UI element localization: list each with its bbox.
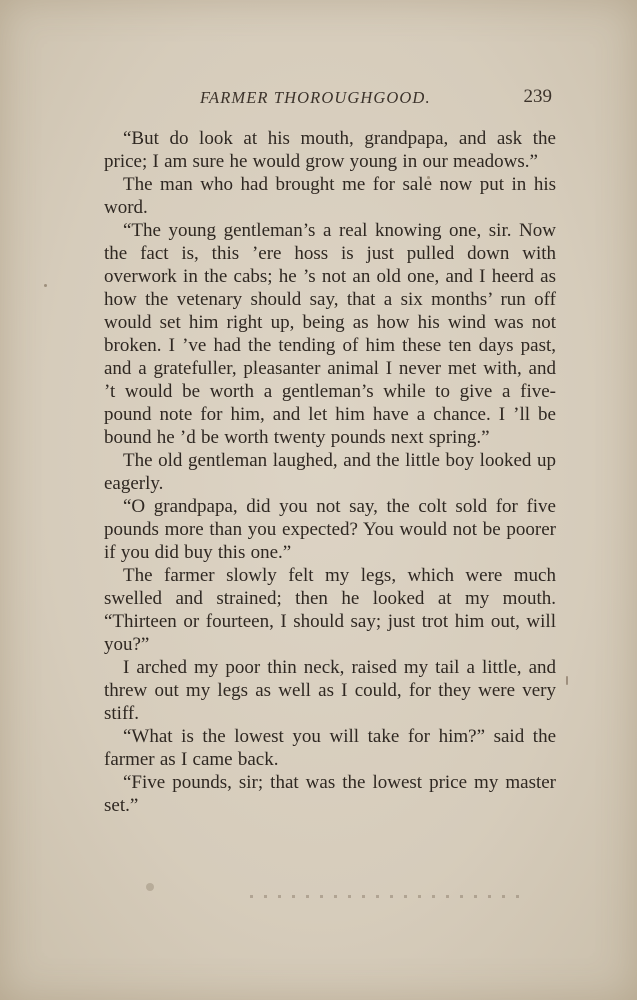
paper-speck: [566, 676, 568, 685]
paper-speck: [146, 883, 154, 891]
paragraph-1: “But do look at his mouth, grandpapa, and ask the price; I am sure he would grow young in our meadows.”: [104, 128, 556, 172]
running-head: FARMER THOROUGHGOOD.: [200, 88, 431, 107]
paper-speck: [427, 176, 430, 179]
paragraph-3: “The young gentleman’s a real knowing one, sir. Now the fact is, this ’ere hoss is just pulled down with overwork in the cabs; he ’s not an old one, and I heerd as how the vetenary should say, that a six months’ run off would set him right up, being as how his wind was not broken. I ’ve had the tending of him these ten days past, and a gratefuller, pleasanter animal I never met with, and ’t would be worth a gentleman’s while to give a five-pound note for him, and let him have a chance. I ’ll be bound he ’d be worth twenty pounds next spring.”: [104, 220, 556, 448]
paper-speck: [44, 284, 47, 287]
body-text: [104, 127, 556, 817]
paragraph-4: The old gentleman laughed, and the little boy looked up eagerly.: [104, 450, 556, 494]
paragraph-5: “O grandpapa, did you not say, the colt sold for five pounds more than you expected? You would not be poorer if you did buy this one.”: [104, 496, 556, 563]
paragraph-8: “What is the lowest you will take for him?” said the farmer as I came back.: [104, 726, 556, 770]
paragraph-7: I arched my poor thin neck, raised my tail a little, and threw out my legs as well as I could, for they were very stiff.: [104, 657, 556, 724]
paragraph-6: The farmer slowly felt my legs, which were much swelled and strained; then he looked at my mouth. “Thirteen or fourteen, I should say; just trot him out, will you?”: [104, 565, 556, 655]
decorative-dots: [250, 895, 530, 898]
paragraph-2: The man who had brought me for sale now put in his word.: [104, 174, 556, 218]
page-number: 239: [523, 86, 552, 107]
page-header: [104, 88, 554, 112]
paragraph-9: “Five pounds, sir; that was the lowest price my master set.”: [104, 772, 556, 816]
